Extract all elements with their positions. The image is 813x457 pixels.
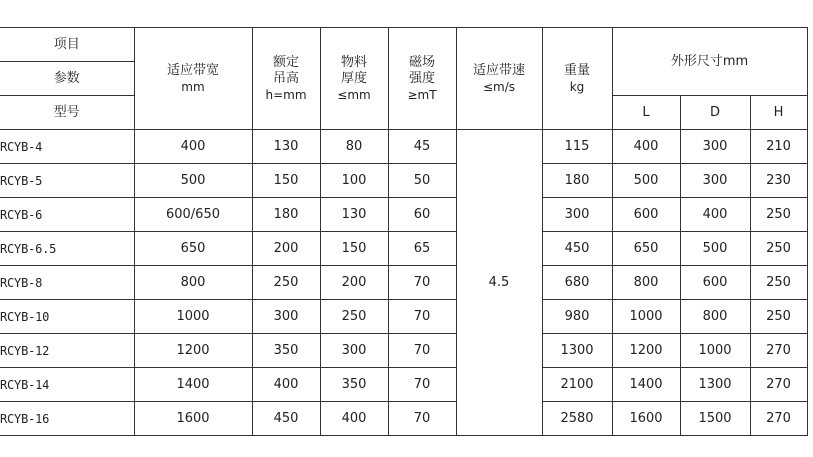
cell-belt-width: 400 [134,130,252,164]
cell-lift-height: 450 [252,402,320,436]
cell-dim-l: 800 [612,266,680,300]
header-field-line1: 磁场 [408,54,435,70]
cell-dim-h: 230 [750,164,807,198]
cell-speed: 4.5 [456,130,542,436]
cell-thickness: 350 [320,368,388,402]
cell-field: 70 [388,334,456,368]
header-thickness-unit: ≤mm [337,87,371,102]
cell-weight: 980 [542,300,612,334]
cell-dim-l: 600 [612,198,680,232]
header-weight [542,28,612,130]
cell-dim-h: 270 [750,334,807,368]
cell-model: RCYB-12 [0,334,134,368]
cell-field: 45 [388,130,456,164]
cell-lift-height: 200 [252,232,320,266]
cell-dim-d: 800 [680,300,750,334]
header-thickness-line2: 厚度 [340,70,367,86]
cell-dim-l: 1600 [612,402,680,436]
header-speed [456,28,542,130]
cell-dim-h: 250 [750,300,807,334]
header-dims: 外形尺寸mm [612,28,807,96]
header-thickness-line1: 物料 [340,54,367,70]
cell-lift-height: 150 [252,164,320,198]
cell-belt-width: 1400 [134,368,252,402]
cell-field: 70 [388,402,456,436]
header-belt-width-unit: mm [181,79,205,94]
spec-table [0,27,808,436]
header-dim-h: H [750,96,807,130]
table-row [0,266,807,300]
cell-dim-l: 1400 [612,368,680,402]
cell-weight: 450 [542,232,612,266]
header-field-unit: ≥mT [407,87,437,102]
cell-model: RCYB-16 [0,402,134,436]
header-field-line2: 强度 [408,70,435,86]
cell-model: RCYB-5 [0,164,134,198]
cell-dim-h: 270 [750,368,807,402]
cell-dim-d: 500 [680,232,750,266]
cell-thickness: 130 [320,198,388,232]
cell-dim-l: 650 [612,232,680,266]
cell-belt-width: 650 [134,232,252,266]
cell-dim-d: 600 [680,266,750,300]
cell-dim-h: 210 [750,130,807,164]
cell-field: 60 [388,198,456,232]
cell-thickness: 300 [320,334,388,368]
cell-weight: 300 [542,198,612,232]
header-speed-label: 适应带速 [472,62,525,78]
header-lift-height-unit: h=mm [265,87,307,102]
cell-field: 70 [388,266,456,300]
cell-field: 65 [388,232,456,266]
header-field [388,28,456,130]
cell-dim-l: 500 [612,164,680,198]
table-row [0,198,807,232]
cell-dim-d: 1500 [680,402,750,436]
header-lift-height-line2: 吊高 [272,70,299,86]
cell-model: RCYB-14 [0,368,134,402]
cell-dim-h: 250 [750,266,807,300]
cell-model: RCYB-6.5 [0,232,134,266]
header-row-1 [0,28,807,62]
cell-weight: 2100 [542,368,612,402]
cell-dim-d: 300 [680,130,750,164]
cell-thickness: 80 [320,130,388,164]
header-thickness [320,28,388,130]
cell-model: RCYB-6 [0,198,134,232]
cell-model: RCYB-8 [0,266,134,300]
cell-dim-d: 1000 [680,334,750,368]
cell-lift-height: 350 [252,334,320,368]
cell-dim-d: 400 [680,198,750,232]
header-dim-d: D [680,96,750,130]
header-model: 型号 [0,96,134,130]
cell-belt-width: 1600 [134,402,252,436]
cell-lift-height: 400 [252,368,320,402]
cell-thickness: 400 [320,402,388,436]
table-row [0,130,807,164]
cell-dim-l: 1000 [612,300,680,334]
cell-dim-h: 250 [750,198,807,232]
header-item: 项目 [0,28,134,62]
cell-dim-l: 400 [612,130,680,164]
cell-thickness: 150 [320,232,388,266]
cell-thickness: 100 [320,164,388,198]
cell-dim-l: 1200 [612,334,680,368]
cell-belt-width: 500 [134,164,252,198]
cell-lift-height: 250 [252,266,320,300]
header-weight-unit: kg [569,79,585,94]
cell-belt-width: 800 [134,266,252,300]
cell-weight: 680 [542,266,612,300]
cell-model: RCYB-4 [0,130,134,164]
header-weight-label: 重量 [563,62,590,78]
cell-field: 70 [388,368,456,402]
cell-weight: 115 [542,130,612,164]
header-dim-l: L [612,96,680,130]
header-lift-height-line1: 额定 [272,54,299,70]
header-lift-height [252,28,320,130]
cell-dim-d: 300 [680,164,750,198]
header-speed-unit: ≤m/s [482,79,516,94]
cell-weight: 180 [542,164,612,198]
header-belt-width [134,28,252,130]
cell-belt-width: 600/650 [134,198,252,232]
cell-thickness: 250 [320,300,388,334]
cell-weight: 2580 [542,402,612,436]
cell-weight: 1300 [542,334,612,368]
cell-dim-d: 1300 [680,368,750,402]
cell-belt-width: 1000 [134,300,252,334]
cell-belt-width: 1200 [134,334,252,368]
table-row [0,334,807,368]
cell-model: RCYB-10 [0,300,134,334]
table-row [0,232,807,266]
table-row [0,402,807,436]
cell-field: 70 [388,300,456,334]
cell-lift-height: 180 [252,198,320,232]
header-param: 参数 [0,62,134,96]
cell-thickness: 200 [320,266,388,300]
header-belt-width-label: 适应带宽 [166,62,219,78]
cell-field: 50 [388,164,456,198]
table-row [0,164,807,198]
cell-lift-height: 300 [252,300,320,334]
table-row [0,300,807,334]
cell-lift-height: 130 [252,130,320,164]
table-row [0,368,807,402]
cell-dim-h: 250 [750,232,807,266]
cell-dim-h: 270 [750,402,807,436]
